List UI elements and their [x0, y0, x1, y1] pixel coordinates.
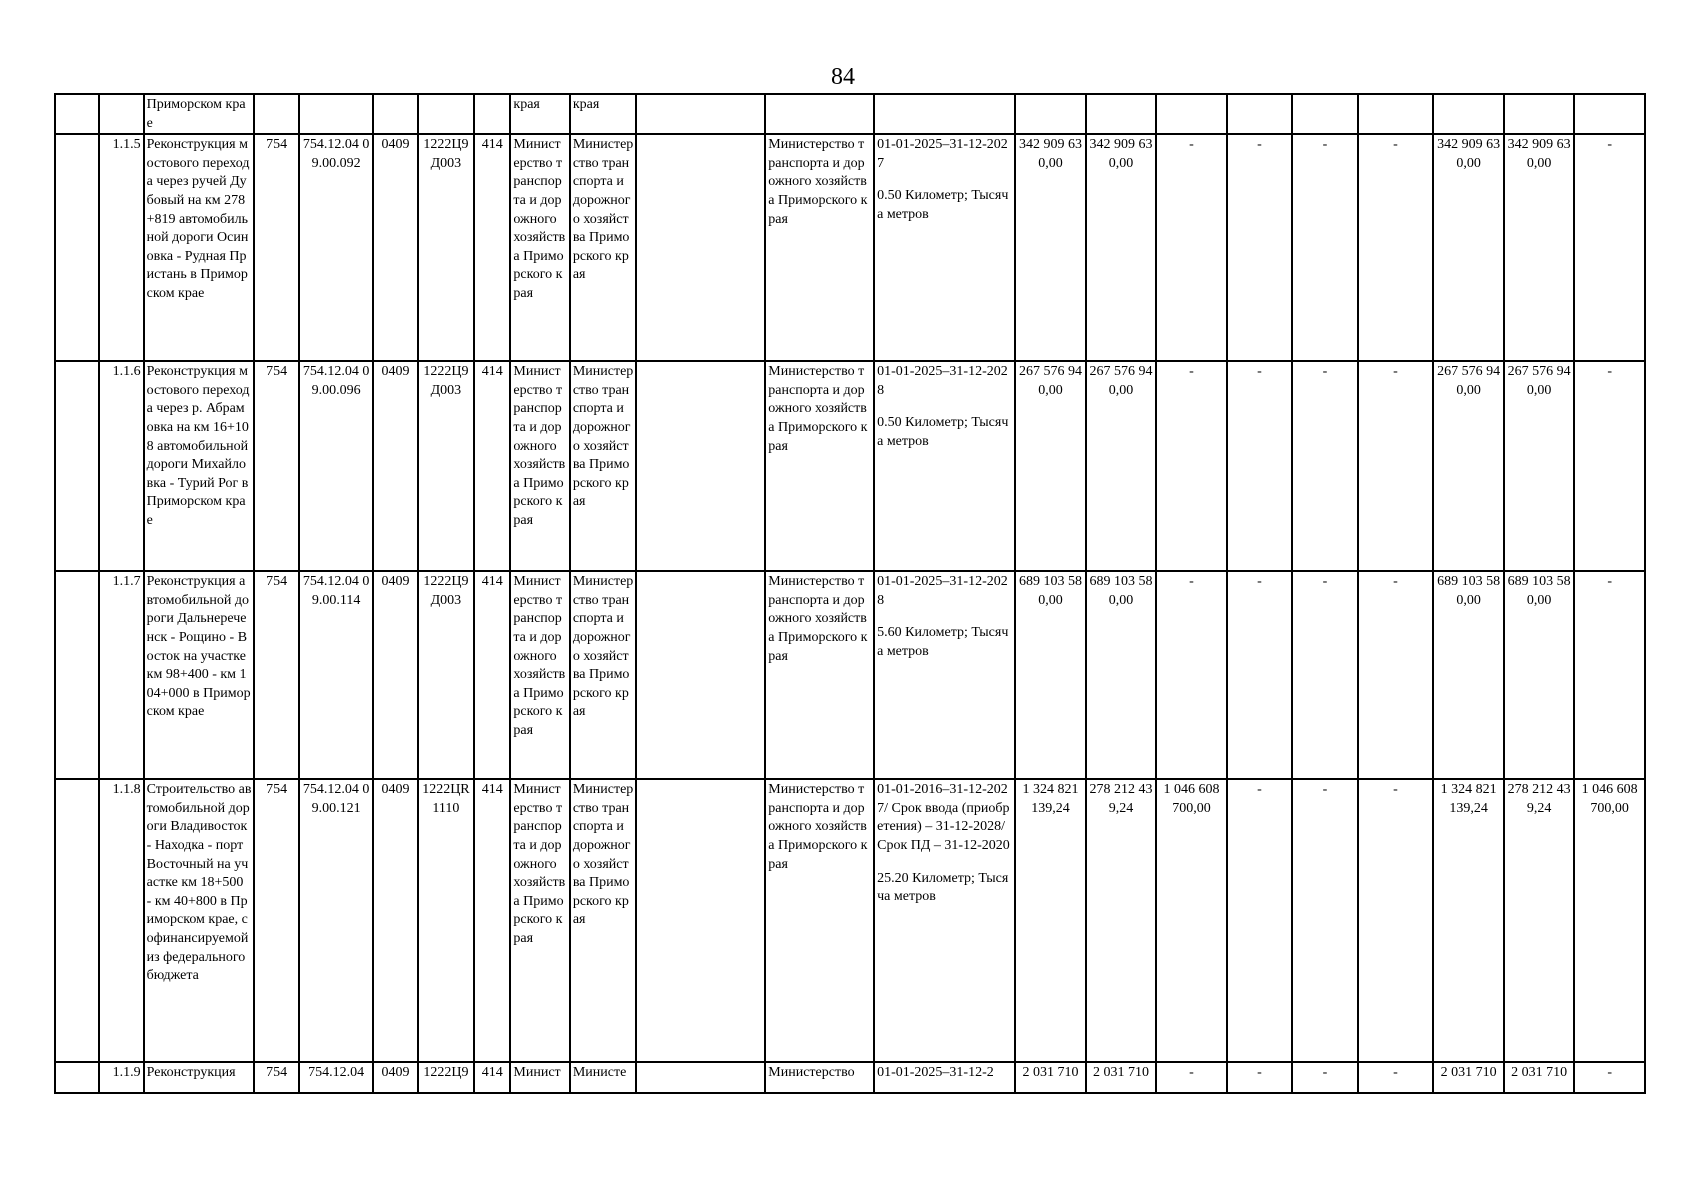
cell-v-g: 342 909 630,00 — [1504, 134, 1575, 361]
cell-blank — [636, 134, 765, 361]
page-number: 84 — [831, 64, 855, 90]
cell-v-e: - — [1358, 134, 1434, 361]
cell-code: 754.12.04 09.00.096 — [299, 361, 374, 571]
cell-v-d: - — [1292, 1062, 1357, 1093]
cell-v-h: 1 046 608 700,00 — [1574, 779, 1645, 1062]
cell-v-e: - — [1358, 571, 1434, 779]
cell-term — [874, 1062, 1015, 1093]
cell-v-c: - — [1227, 361, 1292, 571]
cell-coexec: Министе — [570, 1062, 637, 1093]
cell-v-h: - — [1574, 134, 1645, 361]
cell-name: Реконструкция — [144, 1062, 255, 1093]
cell-blank — [636, 571, 765, 779]
cell-coexec: Министерство транспорта и дорожного хозяйства Приморского края — [570, 361, 637, 571]
cell-empty — [1015, 94, 1086, 134]
cell-v-f: 2 031 710 — [1433, 1062, 1504, 1093]
cell-empty — [1156, 94, 1227, 134]
cell-csr: 1222Ц9 — [418, 1062, 474, 1093]
cell-blank — [636, 361, 765, 571]
cell-empty — [373, 94, 417, 134]
cell-v-g: 278 212 439,24 — [1504, 779, 1575, 1062]
term-text: 01-01-2025–31-12-2028 — [877, 364, 1008, 398]
table-row — [55, 361, 1645, 571]
cell-empty — [474, 94, 510, 134]
cell-empty — [299, 94, 374, 134]
cell-exec: Министерство транспорта и дорожного хозяйства Приморского края — [510, 571, 569, 779]
cell-v-a: 278 212 439,24 — [1086, 779, 1157, 1062]
cell-v-g: 2 031 710 — [1504, 1062, 1575, 1093]
cell-v-b: - — [1156, 361, 1227, 571]
cell-rz: 0409 — [373, 779, 417, 1062]
cell-empty — [636, 94, 765, 134]
cell-v-a: 267 576 940,00 — [1086, 361, 1157, 571]
cell-empty — [55, 571, 99, 779]
cell-empty — [99, 94, 143, 134]
cell-v-d: - — [1292, 134, 1357, 361]
cell-empty — [55, 779, 99, 1062]
cell-coexec: Министерство транспорта и дорожного хозяйства Приморского края — [570, 134, 637, 361]
cell-exec: Министерство транспорта и дорожного хозяйства Приморского края — [510, 361, 569, 571]
cell-v-b: - — [1156, 571, 1227, 779]
cell-grbs: 754 — [254, 779, 298, 1062]
cell-exec: Минист — [510, 1062, 569, 1093]
cell-vr: 414 — [474, 571, 510, 779]
cell-empty — [1292, 94, 1357, 134]
cell-term — [874, 134, 1015, 361]
cell-coexec: Министерство транспорта и дорожного хозяйства Приморского края — [570, 571, 637, 779]
cell-empty — [765, 94, 874, 134]
cell-v-h: - — [1574, 571, 1645, 779]
cell-name: Реконструкция мостового перехода через р. Абрамовка на км 16+108 автомобильной дороги Михайловка - Турий Рог в Приморском крае — [144, 361, 255, 571]
cell-grbs: 754 — [254, 134, 298, 361]
cell-v-f: 342 909 630,00 — [1433, 134, 1504, 361]
cell-term — [874, 571, 1015, 779]
cell-empty — [55, 361, 99, 571]
cell-v-e: - — [1358, 1062, 1434, 1093]
cell-empty — [55, 1062, 99, 1093]
cell-grbs: 754 — [254, 361, 298, 571]
cell-v-total: 689 103 580,00 — [1015, 571, 1086, 779]
cell-v-c: - — [1227, 134, 1292, 361]
term-text: 01-01-2025–31-12-2 — [877, 1065, 994, 1081]
cell-vr: 414 — [474, 779, 510, 1062]
cell-v-h: - — [1574, 1062, 1645, 1093]
capacity-text: 0.50 Километр; Тысяча метров — [877, 188, 1009, 222]
cell-v-total: 342 909 630,00 — [1015, 134, 1086, 361]
cell-vr: 414 — [474, 134, 510, 361]
cell-customer: Министерство транспорта и дорожного хозяйства Приморского края — [765, 779, 874, 1062]
cell-exec: Министерство транспорта и дорожного хозяйства Приморского края — [510, 134, 569, 361]
cell-rz: 0409 — [373, 134, 417, 361]
cell-v-g: 689 103 580,00 — [1504, 571, 1575, 779]
cell-v-a: 342 909 630,00 — [1086, 134, 1157, 361]
cell-v-b: - — [1156, 134, 1227, 361]
capacity-text: 0.50 Километр; Тысяча метров — [877, 415, 1009, 449]
cell-v-d: - — [1292, 571, 1357, 779]
cell-vr: 414 — [474, 1062, 510, 1093]
cell-empty — [1433, 94, 1504, 134]
cell-name: Реконструкция автомобильной дороги Дальнереченск - Рощино - Восток на участке км 98+400 - км 104+000 в Приморском крае — [144, 571, 255, 779]
table-row — [55, 779, 1645, 1062]
cell-vr: 414 — [474, 361, 510, 571]
cell-customer: Министерство транспорта и дорожного хозяйства Приморского края — [765, 134, 874, 361]
cell-csr: 1222Ц9 Д003 — [418, 571, 474, 779]
cell-code: 754.12.04 09.00.114 — [299, 571, 374, 779]
cell-empty — [1086, 94, 1157, 134]
cell-empty — [874, 94, 1015, 134]
cell-v-c: - — [1227, 1062, 1292, 1093]
budget-table — [54, 93, 1646, 1094]
cell-name: Строительство автомобильной дороги Владивосток - Находка - порт Восточный на участке км 18+500 - км 40+800 в Приморском крае, софинансируемой из федерального бюджета — [144, 779, 255, 1062]
cell-blank — [636, 779, 765, 1062]
cell-v-total: 2 031 710 — [1015, 1062, 1086, 1093]
cell-empty — [418, 94, 474, 134]
cell-num: 1.1.9 — [99, 1062, 143, 1093]
capacity-text: 25.20 Километр; Тысяча метров — [877, 870, 1009, 905]
cell-grbs: 754 — [254, 571, 298, 779]
term-text: 01-01-2025–31-12-2027 — [877, 137, 1008, 171]
cell-empty — [55, 134, 99, 361]
cell-exec: края — [510, 94, 569, 134]
table-row — [55, 571, 1645, 779]
cell-empty — [254, 94, 298, 134]
term-text: 01-01-2025–31-12-2028 — [877, 574, 1008, 608]
table-row — [55, 134, 1645, 361]
cell-v-c: - — [1227, 571, 1292, 779]
cell-num: 1.1.7 — [99, 571, 143, 779]
cell-term — [874, 361, 1015, 571]
table-row — [55, 1062, 1645, 1093]
cell-v-f: 267 576 940,00 — [1433, 361, 1504, 571]
cell-num: 1.1.6 — [99, 361, 143, 571]
cell-num: 1.1.5 — [99, 134, 143, 361]
table-row — [55, 94, 1645, 134]
cell-v-c: - — [1227, 779, 1292, 1062]
cell-code: 754.12.04 — [299, 1062, 374, 1093]
cell-empty — [1358, 94, 1434, 134]
cell-name: Приморском крае — [144, 94, 255, 134]
cell-v-b: - — [1156, 1062, 1227, 1093]
cell-csr: 1222Ц9 Д003 — [418, 134, 474, 361]
cell-v-e: - — [1358, 779, 1434, 1062]
cell-grbs: 754 — [254, 1062, 298, 1093]
cell-v-f: 689 103 580,00 — [1433, 571, 1504, 779]
cell-v-f: 1 324 821 139,24 — [1433, 779, 1504, 1062]
cell-customer: Министерство — [765, 1062, 874, 1093]
cell-v-d: - — [1292, 779, 1357, 1062]
cell-empty — [55, 94, 99, 134]
cell-rz: 0409 — [373, 1062, 417, 1093]
cell-term — [874, 779, 1015, 1062]
cell-name: Реконструкция мостового перехода через ручей Дубовый на км 278+819 автомобильной дороги Осиновка - Рудная Пристань в Приморском крае — [144, 134, 255, 361]
cell-empty — [1504, 94, 1575, 134]
capacity-text: 5.60 Километр; Тысяча метров — [877, 625, 1009, 659]
cell-rz: 0409 — [373, 361, 417, 571]
cell-coexec: Министерство транспорта и дорожного хозяйства Приморского края — [570, 779, 637, 1062]
cell-csr: 1222ЦR 1110 — [418, 779, 474, 1062]
cell-code: 754.12.04 09.00.092 — [299, 134, 374, 361]
cell-v-a: 2 031 710 — [1086, 1062, 1157, 1093]
cell-v-b: 1 046 608 700,00 — [1156, 779, 1227, 1062]
cell-csr: 1222Ц9 Д003 — [418, 361, 474, 571]
cell-code: 754.12.04 09.00.121 — [299, 779, 374, 1062]
cell-num: 1.1.8 — [99, 779, 143, 1062]
cell-v-e: - — [1358, 361, 1434, 571]
cell-coexec: края — [570, 94, 637, 134]
cell-v-total: 267 576 940,00 — [1015, 361, 1086, 571]
cell-customer: Министерство транспорта и дорожного хозяйства Приморского края — [765, 361, 874, 571]
cell-exec: Министерство транспорта и дорожного хозяйства Приморского края — [510, 779, 569, 1062]
term-text: 01-01-2016–31-12-2027/ Срок ввода (приобретения) – 31-12-2028/ Срок ПД – 31-12-2020 — [877, 782, 1010, 853]
cell-v-h: - — [1574, 361, 1645, 571]
cell-blank — [636, 1062, 765, 1093]
cell-empty — [1227, 94, 1292, 134]
cell-rz: 0409 — [373, 571, 417, 779]
cell-customer: Министерство транспорта и дорожного хозяйства Приморского края — [765, 571, 874, 779]
cell-empty — [1574, 94, 1645, 134]
cell-v-a: 689 103 580,00 — [1086, 571, 1157, 779]
cell-v-d: - — [1292, 361, 1357, 571]
cell-v-g: 267 576 940,00 — [1504, 361, 1575, 571]
cell-v-total: 1 324 821 139,24 — [1015, 779, 1086, 1062]
